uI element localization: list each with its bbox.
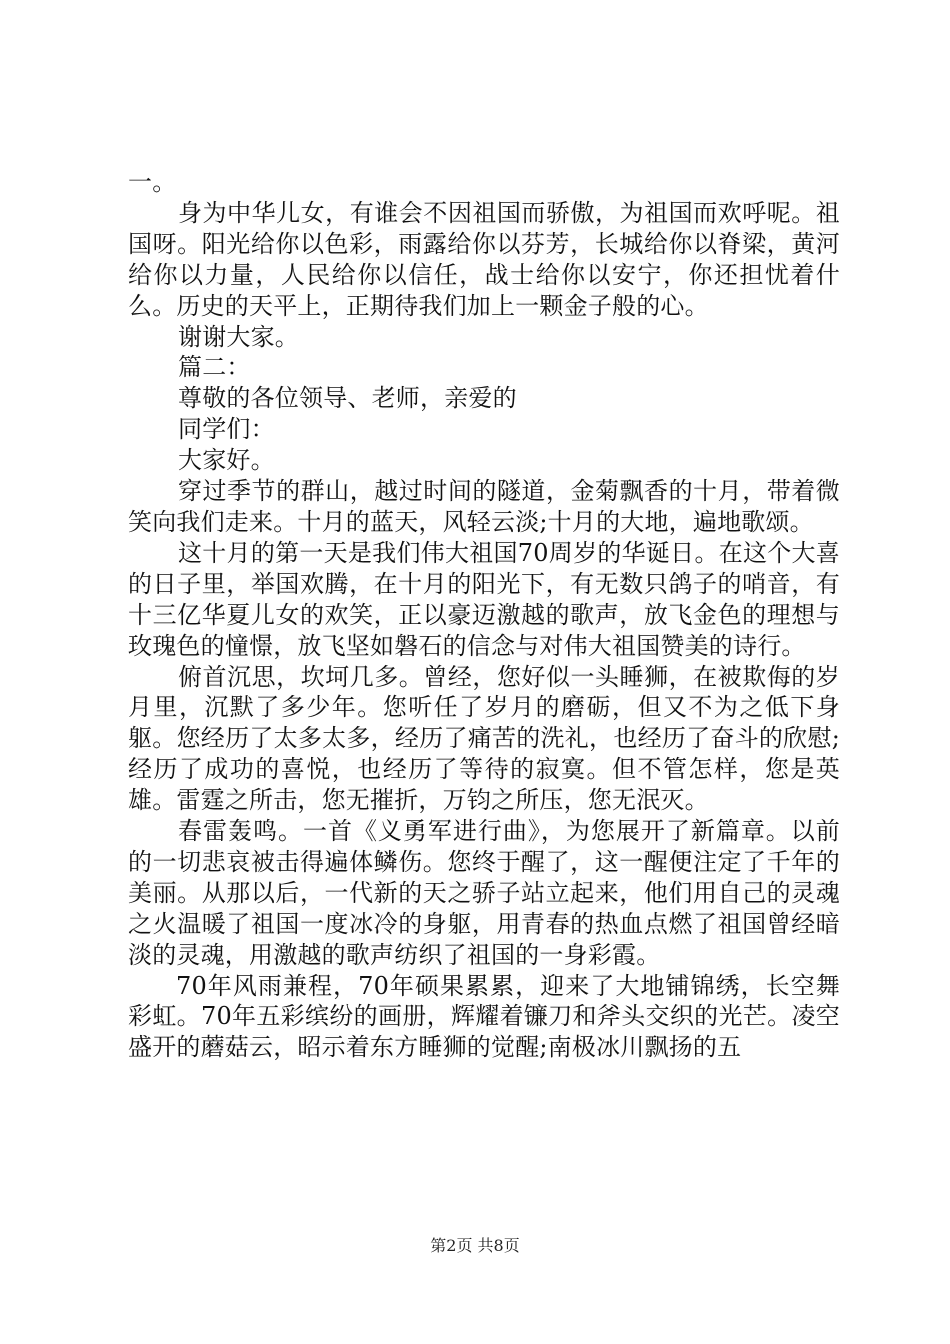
document-body: [128, 167, 840, 1063]
paragraph: 春雷轰鸣。一首《义勇军进行曲》，为您展开了新篇章。以前的一切悲哀被击得遍体鳞伤。您终于醒了，这一醒便注定了千年的美丽。从那以后，一代新的天之骄子站立起来，他们用自己的灵魂之火温暖了祖国一度冰冷的身躯，用青春的热血点燃了祖国曾经暗淡的灵魂，用激越的歌声纺织了祖国的一身彩霞。: [128, 817, 840, 969]
paragraph: 俯首沉思，坎坷几多。曾经，您好似一头睡狮，在被欺侮的岁月里，沉默了多少年。您听任了岁月的磨砺，但又不为之低下身躯。您经历了太多太多，经历了痛苦的洗礼，也经历了奋斗的欣慰;经历了成功的喜悦，也经历了等待的寂寞。但不管怎样，您是英雄。雷霆之所击，您无摧折，万钧之所压，您无泯灭。: [128, 662, 840, 815]
paragraph: 这十月的第一天是我们伟大祖国70周岁的华诞日。在这个大喜的日子里，举国欢腾，在十月的阳光下，有无数只鸽子的哨音，有十三亿华夏儿女的欢笑，正以豪迈激越的歌声，放飞金色的理想与玫瑰色的憧憬，放飞坚如磐石的信念与对伟大祖国赞美的诗行。: [128, 538, 840, 660]
section-heading: 篇二：: [178, 353, 251, 382]
salutation: 尊敬的各位领导、老师，亲爱的: [178, 384, 517, 413]
paragraph: 70年风雨兼程，70年硕果累累，迎来了大地铺锦绣，长空舞彩虹。70年五彩缤纷的画册，辉耀着镰刀和斧头交织的光芒。凌空盛开的蘑菇云，昭示着东方睡狮的觉醒;南极冰川飘扬的五: [128, 971, 840, 1062]
paragraph-continuation: 一。: [128, 168, 177, 196]
page-number-footer: 第2页 共8页: [430, 1236, 520, 1255]
paragraph: 穿过季节的群山，越过时间的隧道，金菊飘香的十月，带着微笑向我们走来。十月的蓝天，风轻云淡;十月的大地，遍地歌颂。: [128, 477, 840, 536]
greeting: 大家好。: [178, 446, 275, 475]
paragraph: 身为中华儿女，有谁会不因祖国而骄傲，为祖国而欢呼呢。祖国呀。阳光给你以色彩，雨露给你以芬芳，长城给你以脊梁，黄河给你以力量，人民给你以信任，战士给你以安宁，你还担忧着什么。历史的天平上，正期待我们加上一颗金子般的心。: [128, 198, 840, 320]
paragraph-thanks: 谢谢大家。: [178, 322, 299, 351]
salutation-continued: 同学们：: [178, 415, 275, 444]
